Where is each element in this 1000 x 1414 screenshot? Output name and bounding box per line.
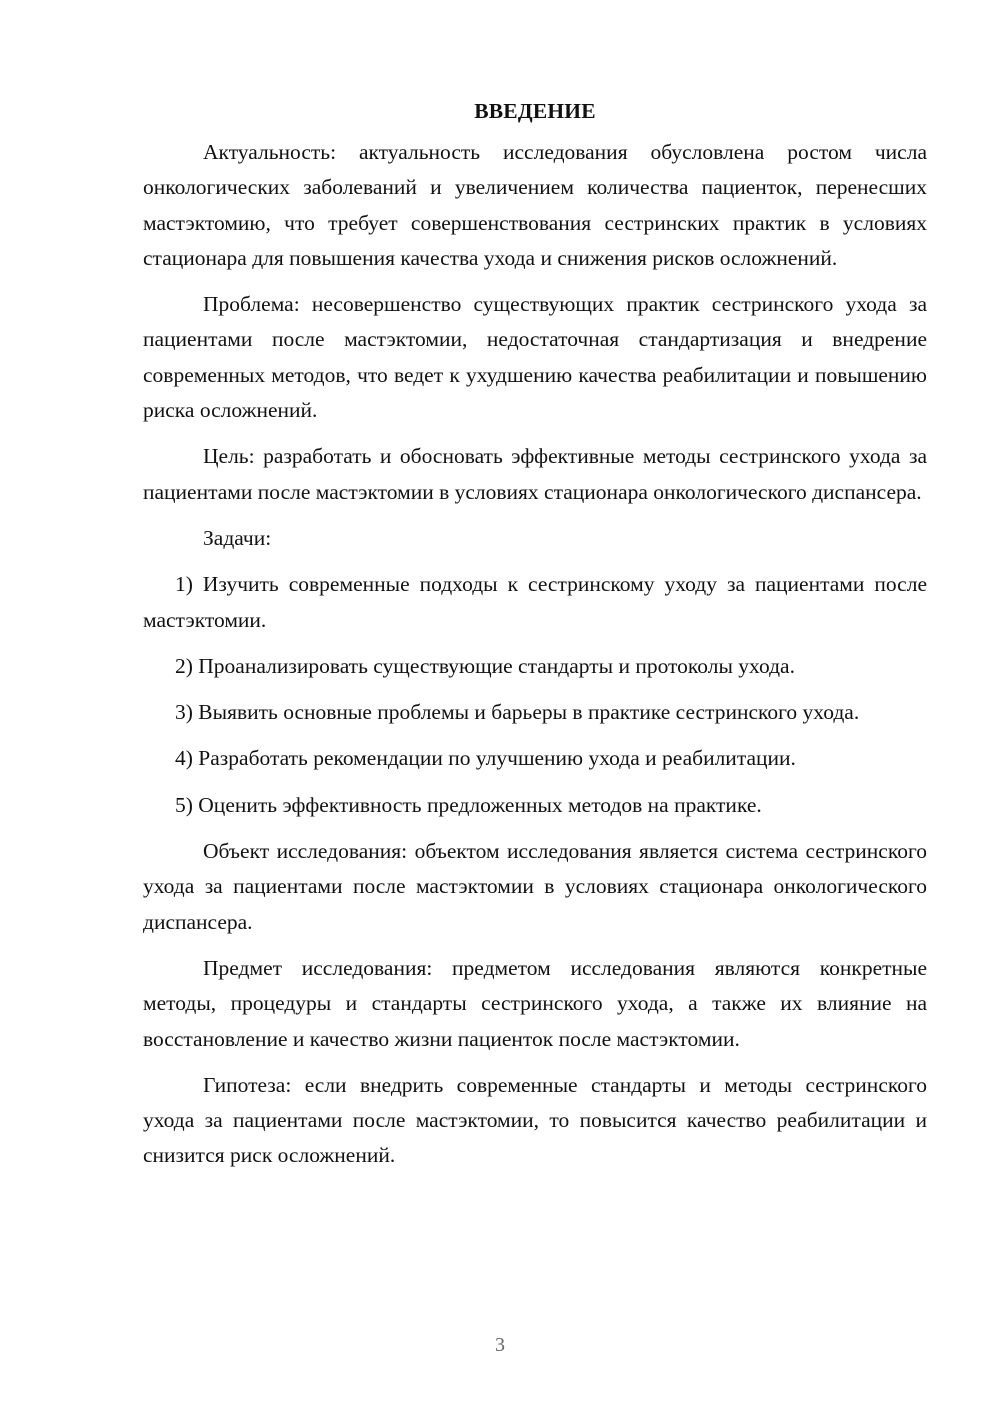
research-object-paragraph: Объект исследования: объектом исследования является система сестринского ухода за пациентами после мастэктомии в условиях стационара онкологического диспансера. xyxy=(143,839,927,934)
task-item: 1) Изучить современные подходы к сестринскому уходу за пациентами после мастэктомии. xyxy=(143,572,927,632)
tasks-heading: Задачи: xyxy=(203,525,272,550)
goal-paragraph: Цель: разработать и обосновать эффективные методы сестринского ухода за пациентами после мастэктомии в условиях стационара онкологического диспансера. xyxy=(143,444,927,504)
hypothesis-paragraph: Гипотеза: если внедрить современные стандарты и методы сестринского ухода за пациентами после мастэктомии, то повысится качество реабилитации и снизится риск осложнений. xyxy=(143,1072,927,1168)
section-title: ВВЕДЕНИЕ xyxy=(474,99,596,123)
task-item: 4) Разработать рекомендации по улучшению ухода и реабилитации. xyxy=(175,746,796,771)
task-item: 5) Оценить эффективность предложенных методов на практике. xyxy=(175,792,762,817)
document-body xyxy=(143,96,927,1174)
research-subject-paragraph: Предмет исследования: предметом исследования являются конкретные методы, процедуры и стандарты сестринского ухода, а также их влияние на восстановление и качество жизни пациенток после мастэктомии. xyxy=(143,955,927,1051)
task-item: 3) Выявить основные проблемы и барьеры в практике сестринского ухода. xyxy=(175,700,860,725)
problem-paragraph: Проблема: несовершенство существующих практик сестринского ухода за пациентами после мастэктомии, недостаточная стандартизация и внедрение современных методов, что ведет к ухудшению качества реабилитации и повышению риска осложнений. xyxy=(143,292,927,423)
task-item: 2) Проанализировать существующие стандарты и протоколы ухода. xyxy=(175,653,795,678)
relevance-paragraph: Актуальность: актуальность исследования обусловлена ростом числа онкологических заболеваний и увеличением количества пациенток, перенесших мастэктомию, что требует совершенствования сестринских практик в условиях стационара для повышения качества ухода и снижения рисков осложнений. xyxy=(143,140,927,270)
page-number: 3 xyxy=(495,1334,505,1356)
